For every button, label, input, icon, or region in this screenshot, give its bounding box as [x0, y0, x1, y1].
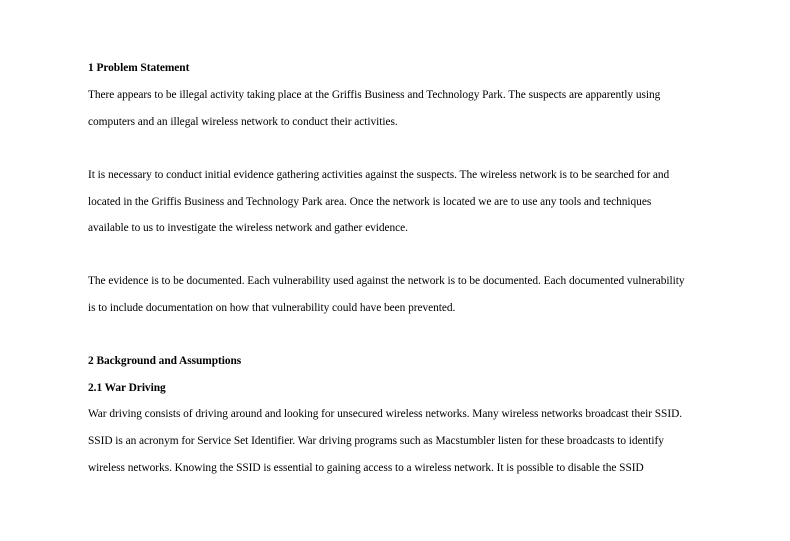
paragraph-line: War driving consists of driving around and looking for unsecured wireless networks. Many wireless networks broadcast their SSID. [88, 408, 683, 420]
subsection-heading-war-driving: 2.1 War Driving [88, 382, 166, 394]
paragraph-line: located in the Griffis Business and Technology Park area. Once the network is located we are to use any tools and techniques [88, 196, 652, 208]
paragraph-line: computers and an illegal wireless network to conduct their activities. [88, 116, 398, 128]
section-heading-problem-statement: 1 Problem Statement [88, 62, 190, 74]
paragraph-line: wireless networks. Knowing the SSID is essential to gaining access to a wireless network. It is possible to disable the SSID [88, 462, 644, 474]
paragraph-line: is to include documentation on how that vulnerability could have been prevented. [88, 302, 456, 314]
section-heading-background: 2 Background and Assumptions [88, 355, 242, 367]
paragraph-line: available to us to investigate the wireless network and gather evidence. [88, 222, 408, 234]
paragraph-line: There appears to be illegal activity taking place at the Griffis Business and Technology Park. The suspects are apparently using [88, 89, 661, 101]
paragraph-line: It is necessary to conduct initial evidence gathering activities against the suspects. The wireless network is to be searched for and [88, 169, 670, 181]
paragraph-line: SSID is an acronym for Service Set Identifier. War driving programs such as Macstumbler listen for these broadcasts to identify [88, 435, 664, 447]
paragraph-line: The evidence is to be documented. Each vulnerability used against the network is to be documented. Each documented vulnerability [88, 275, 685, 287]
